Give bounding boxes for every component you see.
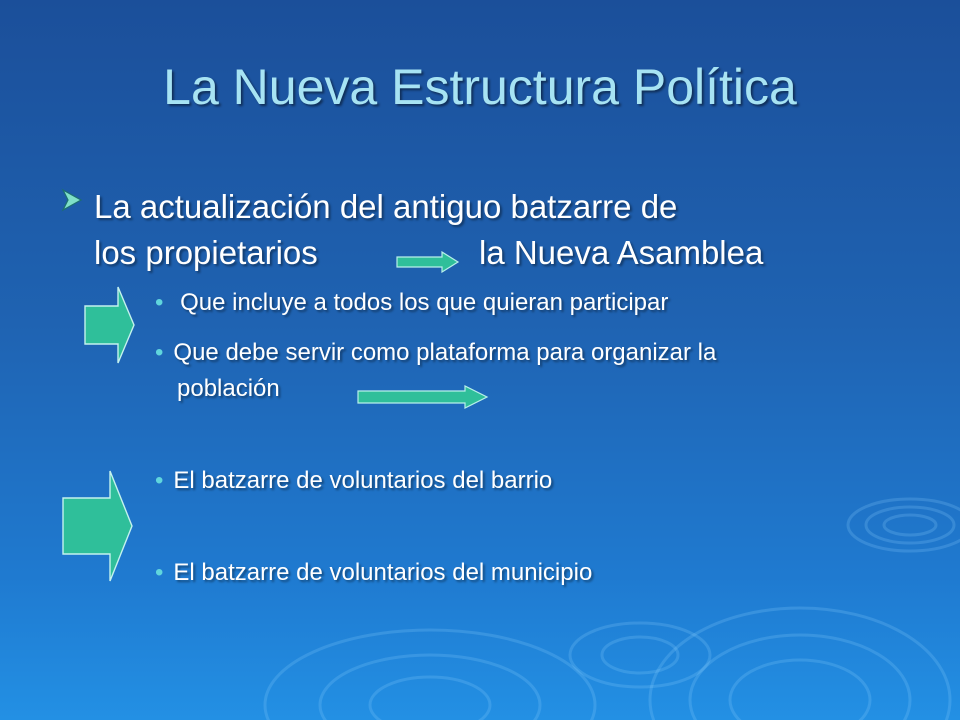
bullet-dot-icon: • [155, 559, 164, 586]
sub-bullet-2-text-line1: Que debe servir como plataforma para organizar la [173, 339, 717, 366]
sub-bullet-2-text-line2: población [177, 375, 280, 402]
main-bullet-line2a: los propietarios [94, 234, 318, 271]
bullet-dot-icon: • [155, 289, 164, 316]
sub-bullet-4 [155, 556, 592, 590]
right-arrow-icon [396, 251, 460, 273]
block-arrow-icon [62, 470, 134, 582]
sub-bullet-3 [155, 464, 552, 498]
sub-bullet-2 [155, 336, 716, 370]
block-arrow-icon [84, 286, 136, 364]
right-arrow-icon [357, 385, 489, 409]
sub-bullet-3-text: El batzarre de voluntarios del barrio [173, 467, 553, 494]
arrowhead-bullet-icon [60, 188, 84, 212]
slide-title: La Nueva Estructura Política [163, 59, 797, 115]
bullet-dot-icon: • [155, 467, 164, 494]
bullet-dot-icon: • [155, 339, 164, 366]
main-bullet-line1: La actualización del antiguo batzarre de [94, 188, 678, 225]
sub-bullet-4-text: El batzarre de voluntarios del municipio [173, 559, 593, 586]
main-bullet-line2b: la Nueva Asamblea [479, 234, 764, 271]
sub-bullet-2-continuation [177, 372, 280, 406]
sub-bullet-1 [155, 286, 668, 320]
sub-bullet-1-text: Que incluye a todos los que quieran participar [173, 289, 669, 316]
